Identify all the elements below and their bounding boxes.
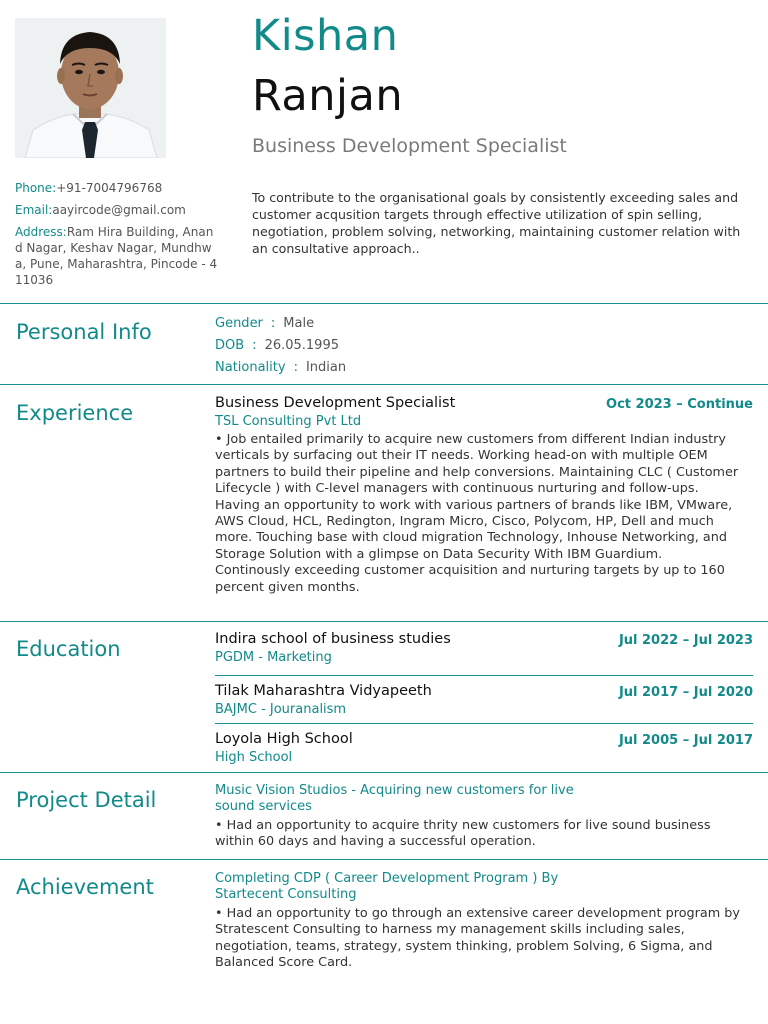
nationality-row (215, 360, 346, 375)
dob-label: DOB (215, 338, 245, 353)
section-title-experience: Experience (16, 401, 134, 425)
address-value: Ram Hira Building, Anand Nagar, Keshav Nagar, Mundhwa, Pune, Maharashtra, Pincode - 411036 (15, 225, 218, 287)
experience-company: TSL Consulting Pvt Ltd (215, 414, 362, 429)
contact-block (15, 180, 220, 294)
first-name: Kishan (252, 11, 399, 61)
address-row (15, 224, 220, 288)
project-title: Music Vision Studios - Acquiring new customers for live sound services (215, 783, 574, 815)
education-degree: PGDM - Marketing (215, 650, 332, 665)
section-title-achievement: Achievement (16, 875, 154, 899)
nationality-label: Nationality (215, 360, 286, 375)
separator: : (270, 316, 276, 331)
project-description: • Had an opportunity to acquire thrity new customers for live sound business within 60 days and having a successful operation. (215, 818, 711, 850)
entry-divider (215, 723, 753, 724)
email-label: Email: (15, 203, 53, 217)
dob-row (215, 338, 339, 353)
section-title-education: Education (16, 637, 121, 661)
email-value[interactable]: aayircode@gmail.com (52, 203, 186, 217)
entry-divider (215, 675, 753, 676)
section-divider (0, 384, 768, 385)
education-dates: Jul 2005 – Jul 2017 (618, 733, 753, 748)
education-school: Indira school of business studies (215, 631, 451, 647)
education-dates: Jul 2022 – Jul 2023 (618, 633, 753, 648)
gender-label: Gender (215, 316, 263, 331)
objective-text: To contribute to the organisational goals by consistently exceeding sales and customer acqusition targets through effective utilization of spin selling, negotiation, problem solving, networking, maintaining customer relation with an consultative approach.. (252, 190, 741, 256)
phone-label: Phone: (15, 181, 57, 195)
profile-photo (15, 18, 166, 158)
separator: : (252, 338, 257, 353)
education-degree: BAJMC - Jouranalism (215, 702, 347, 717)
phone-value[interactable]: +91-7004796768 (56, 181, 163, 195)
email-row (15, 202, 220, 218)
separator: : (293, 360, 298, 375)
dob-value: 26.05.1995 (264, 338, 339, 353)
job-title: Business Development Specialist (252, 135, 567, 157)
nationality-value: Indian (305, 360, 347, 375)
experience-dates: Oct 2023 – Continue (606, 397, 753, 412)
education-school: Tilak Maharashtra Vidyapeeth (215, 683, 432, 699)
phone-row (15, 180, 220, 196)
achievement-title: Completing CDP ( Career Development Program ) By Startecent Consulting (215, 871, 559, 903)
gender-row (215, 316, 314, 331)
experience-description: • Job entailed primarily to acquire new customers from different Indian industry verticals by surfacing out their IT needs. Working head-on with multiple OEM partners to build their pipeline and help conversions. Maintaining CLC ( Customer Lifecycle ) with C-level managers with continuous nurturing and follow-ups. Having an opportunity to work with various partners of brands like IBM, VMware, AWS Cloud, HCL, Redington, Ingram Micro, Cisco, Polycom, HP, Dell and much more. Touching base with cloud migration Technology, Inhouse Networking, and Storage Solution with a glimpse on Data Security With IBM Guardium. Continously exceeding customer acquisition and nurturing targets by up to 160 percent given months. (215, 432, 739, 595)
last-name: Ranjan (252, 71, 404, 121)
section-divider (0, 859, 768, 860)
section-divider (0, 621, 768, 622)
education-degree: High School (215, 750, 293, 765)
gender-value: Male (283, 316, 315, 331)
section-title-project: Project Detail (16, 788, 157, 812)
experience-role: Business Development Specialist (215, 395, 456, 411)
education-school: Loyola High School (215, 731, 353, 747)
section-divider (0, 772, 768, 773)
section-title-personal: Personal Info (16, 320, 152, 344)
address-label: Address: (15, 225, 67, 239)
section-divider (0, 303, 768, 304)
achievement-description: • Had an opportunity to go through an extensive career development program by Stratescent Consulting to harness my management skills including sales, negotiation, teams, strategy, system thinking, problem Solving, 6 Sigma, and Balanced Score Card. (215, 906, 740, 971)
education-dates: Jul 2017 – Jul 2020 (618, 685, 753, 700)
